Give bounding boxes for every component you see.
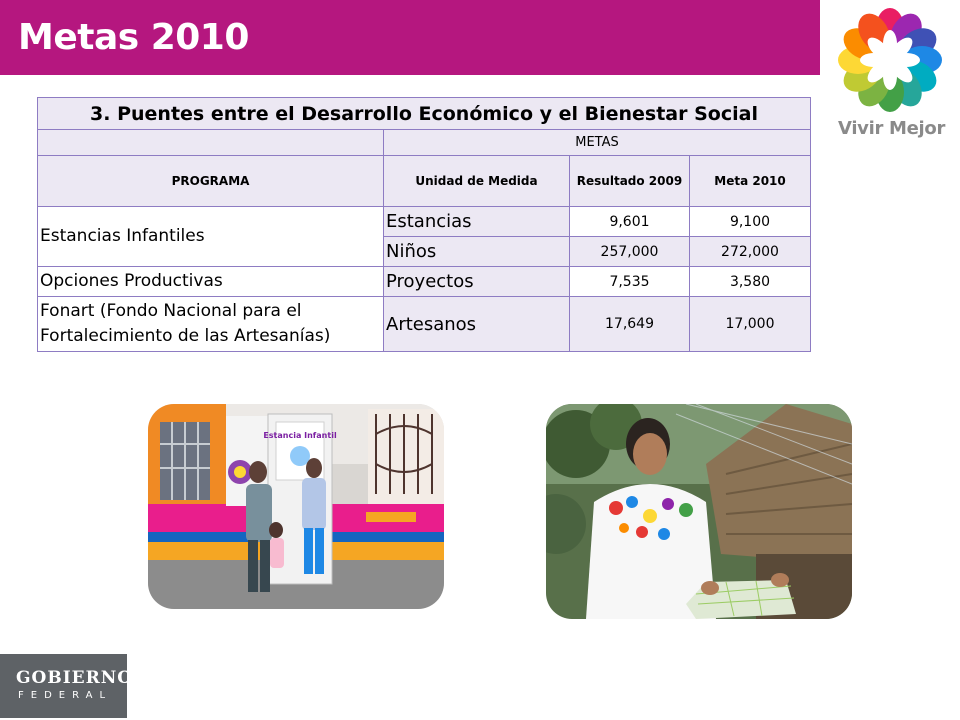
metas-table bbox=[37, 97, 811, 352]
gobierno-text: GOBIERNO bbox=[16, 668, 134, 688]
header-meta: Meta 2010 bbox=[690, 156, 811, 207]
table-title: 3. Puentes entre el Desarrollo Económico y el Bienestar Social bbox=[38, 98, 811, 130]
resultado-cell: 9,601 bbox=[570, 207, 690, 237]
table-row bbox=[38, 297, 811, 352]
meta-cell: 9,100 bbox=[690, 207, 811, 237]
meta-cell: 17,000 bbox=[690, 297, 811, 352]
vivir-mejor-logo bbox=[820, 0, 960, 155]
estancia-infantil-photo bbox=[148, 404, 444, 609]
header-programa: PROGRAMA bbox=[38, 156, 384, 207]
resultado-cell: 7,535 bbox=[570, 267, 690, 297]
metas-header: METAS bbox=[384, 130, 811, 156]
resultado-cell: 17,649 bbox=[570, 297, 690, 352]
meta-cell: 3,580 bbox=[690, 267, 811, 297]
unidad-cell: Niños bbox=[384, 237, 570, 267]
logo-text: Vivir Mejor bbox=[838, 118, 946, 139]
artesana-photo bbox=[546, 404, 852, 619]
estancia-sign-text: Estancia Infantil bbox=[263, 431, 337, 440]
programa-cell: Estancias Infantiles bbox=[38, 207, 384, 267]
table-empty-cell bbox=[38, 130, 384, 156]
meta-cell: 272,000 bbox=[690, 237, 811, 267]
table-row bbox=[38, 267, 811, 297]
programa-cell: Fonart (Fondo Nacional para el Fortalecimiento de las Artesanías) bbox=[38, 297, 384, 352]
page-title: Metas 2010 bbox=[18, 17, 249, 58]
header-unidad: Unidad de Medida bbox=[384, 156, 570, 207]
gobierno-federal-logo bbox=[0, 654, 134, 718]
programa-cell: Opciones Productivas bbox=[38, 267, 384, 297]
federal-text: FEDERAL bbox=[18, 690, 113, 701]
header-resultado: Resultado 2009 bbox=[570, 156, 690, 207]
unidad-cell: Artesanos bbox=[384, 297, 570, 352]
resultado-cell: 257,000 bbox=[570, 237, 690, 267]
header-bar bbox=[0, 0, 820, 75]
unidad-cell: Proyectos bbox=[384, 267, 570, 297]
unidad-cell: Estancias bbox=[384, 207, 570, 237]
flower-logo-icon bbox=[834, 4, 946, 116]
table-row bbox=[38, 207, 811, 237]
